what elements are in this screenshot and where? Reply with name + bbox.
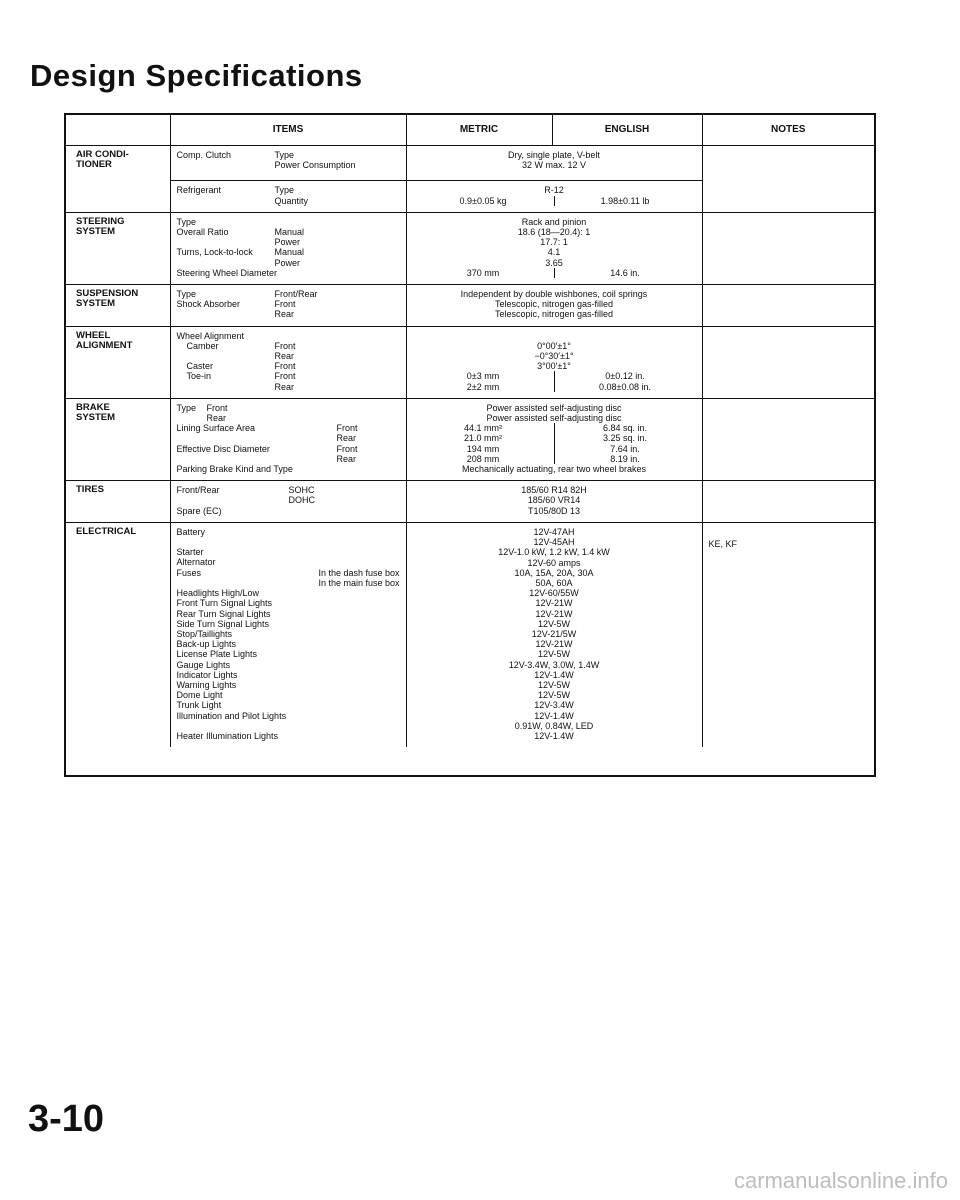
brake-row [66, 398, 874, 480]
category-air-conditioner: AIR CONDI- TIONER [66, 146, 170, 213]
wheel-alignment-row [66, 326, 874, 398]
header-blank [66, 115, 170, 146]
electrical-value: 12V-21W [535, 608, 573, 619]
spec-table [64, 113, 876, 777]
electrical-item [177, 721, 400, 731]
category-wheel-alignment: WHEEL ALIGNMENT [66, 326, 170, 398]
electrical-value: 12V-5W [537, 618, 570, 629]
electrical-value: 50A, 60A [535, 577, 573, 588]
notes-brake [702, 398, 874, 480]
items-air-conditioner: Comp. Clutch Type Power Consumption Refrigerant Type Quantity [170, 146, 406, 213]
watermark: carmanualsonline.info [733, 1168, 948, 1193]
electrical-item: In the main fuse box [318, 577, 400, 588]
electrical-value: 12V-45AH [533, 537, 575, 548]
air-conditioner-row [66, 146, 874, 213]
items-steering: Type Overall Ratio Manual Power Turns, Lock-to-lock Manual Power Steering Wheel Diameter [170, 212, 406, 284]
notes-steering [702, 212, 874, 284]
header-items: ITEMS [170, 115, 406, 146]
electrical-item: Back-up Lights [176, 639, 237, 650]
electrical-item: License Plate Lights [176, 649, 258, 660]
header-metric: METRIC [406, 115, 552, 146]
header-notes: NOTES [702, 115, 874, 146]
electrical-item: Rear Turn Signal Lights [176, 608, 271, 619]
category-steering: STEERING SYSTEM [66, 212, 170, 284]
electrical-item: Alternator [176, 557, 216, 568]
electrical-item: Dome Light [176, 690, 223, 701]
electrical-item: Heater Illumination Lights [176, 730, 279, 741]
electrical-value: 12V-21W [535, 598, 573, 609]
notes-tires [702, 481, 874, 523]
electrical-item: Illumination and Pilot Lights [176, 710, 287, 721]
electrical-value: 12V-3.4W, 3.0W, 1.4W [508, 659, 600, 670]
electrical-item [177, 537, 400, 547]
category-electrical: ELECTRICAL [66, 522, 170, 747]
electrical-item: Fuses In the dash fuse box [176, 567, 400, 578]
category-brake: BRAKE SYSTEM [66, 398, 170, 480]
suspension-row [66, 285, 874, 327]
electrical-item: Indicator Lights [176, 669, 238, 680]
items-brake: Type Front Rear Lining Surface Area Front Rear Effective Disc Diameter Front Rear Parking Brake Kind and Type [170, 398, 406, 480]
electrical-value: 10A, 15A, 20A, 30A [514, 567, 594, 578]
notes-air-conditioner [702, 146, 874, 213]
items-tires: Front/Rear SOHC DOHC Spare (EC) [170, 481, 406, 523]
values-suspension: Independent by double wishbones, coil springs Telescopic, nitrogen gas-filled Telescopic, nitrogen gas-filled [406, 285, 702, 327]
electrical-value: 12V-60/55W [529, 588, 579, 599]
electrical-value: 12V-5W [537, 679, 570, 690]
notes-electrical: KE, KF [702, 522, 874, 747]
header-english: ENGLISH [552, 115, 702, 146]
items-wheel-alignment: Wheel Alignment Camber Front Rear Caster Front Toe-in Front Rear [170, 326, 406, 398]
electrical-value: 12V-21/5W [531, 628, 577, 639]
electrical-value: 12V-60 amps [527, 557, 581, 568]
electrical-value: 12V-1.4W [534, 730, 574, 741]
electrical-item: Front Turn Signal Lights [176, 598, 273, 609]
category-suspension: SUSPENSION SYSTEM [66, 285, 170, 327]
electrical-value: 12V-3.4W [534, 700, 574, 711]
tires-row [66, 481, 874, 523]
items-electrical [170, 522, 406, 747]
values-electrical [406, 522, 702, 747]
items-suspension: Type Front/Rear Shock Absorber Front Rear [170, 285, 406, 327]
electrical-value: 12V-47AH [533, 526, 575, 537]
values-tires: 185/60 R14 82H 185/60 VR14 T105/80D 13 [406, 481, 702, 523]
electrical-item: Warning Lights [176, 679, 237, 690]
electrical-item: Trunk Light [176, 700, 222, 711]
electrical-item: Gauge Lights [176, 659, 231, 670]
page-title: Design Specifications [30, 58, 363, 93]
electrical-value: 12V-1.4W [534, 669, 574, 680]
electrical-item: Battery [176, 526, 206, 537]
electrical-value: 12V-1.0 kW, 1.2 kW, 1.4 kW [498, 547, 610, 558]
notes-wheel-alignment [702, 326, 874, 398]
electrical-value: 12V-5W [537, 690, 570, 701]
electrical-item: Side Turn Signal Lights [176, 618, 270, 629]
steering-row [66, 212, 874, 284]
electrical-item: Headlights High/Low [176, 588, 260, 599]
electrical-value: 12V-5W [537, 649, 570, 660]
electrical-value: 12V-21W [535, 639, 573, 650]
header-row [66, 115, 874, 146]
electrical-row [66, 522, 874, 747]
values-brake: Power assisted self-adjusting disc Power assisted self-adjusting disc 44.1 mm² 6.84 sq. in. 21.0 mm² 3.25 sq. in. 194 mm 7.64 in. 208 mm 8.19 in. Mechanically actuating, rear two wheel brakes [406, 398, 702, 480]
electrical-value: 0.91W, 0.84W, LED [514, 720, 594, 731]
notes-suspension [702, 285, 874, 327]
electrical-item: Stop/Taillights [176, 628, 233, 639]
electrical-item: Starter [176, 547, 204, 558]
values-wheel-alignment: 0°00′±1° −0°30′±1° 3°00′±1° 0±3 mm 0±0.12 in. 2±2 mm 0.08±0.08 in. [406, 326, 702, 398]
page-number: 3-10 [28, 1098, 105, 1140]
category-tires: TIRES [66, 481, 170, 523]
electrical-value: 12V-1.4W [534, 710, 574, 721]
values-steering: Rack and pinion 18.6 (18—20.4): 1 17.7: 1 4.1 3.65 370 mm 14.6 in. [406, 212, 702, 284]
values-air-conditioner: Dry, single plate, V-belt 32 W max. 12 V R-12 0.9±0.05 kg 1.98±0.11 lb [406, 146, 702, 213]
